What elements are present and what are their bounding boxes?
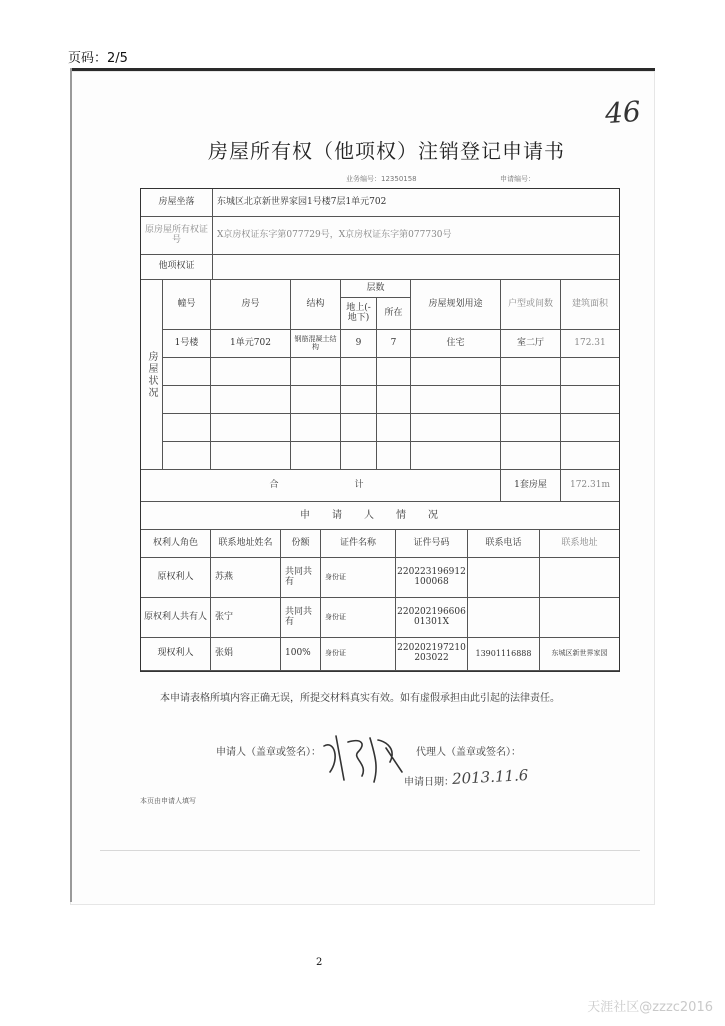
hdr-role: 权利人角色 <box>141 530 211 558</box>
applicant-role: 原权利人 <box>141 558 211 598</box>
applicant-address <box>540 598 619 638</box>
hdr-area: 建筑面积 <box>561 280 619 330</box>
applicant-share: 100% <box>281 638 321 671</box>
applicant-phone <box>468 598 540 638</box>
applicant-id-type: 身份证 <box>321 638 396 671</box>
row-floors-at: 7 <box>377 330 411 358</box>
applicant-sign-label: 申请人（盖章或签名）： <box>216 747 321 758</box>
empty-cell <box>291 358 341 386</box>
empty-cell <box>411 442 501 470</box>
total-label: 合 计 <box>141 470 501 502</box>
scan-edge <box>70 68 72 902</box>
hdr-room: 房号 <box>211 280 291 330</box>
empty-cell <box>501 358 561 386</box>
empty-cell <box>561 358 619 386</box>
applicant-id-no: 220202197210203022 <box>396 638 468 671</box>
signature-scribble <box>318 728 408 788</box>
applicant-id-type: 身份证 <box>321 598 396 638</box>
cert-label: 原房屋所有权证号 <box>141 217 213 255</box>
empty-cell <box>211 386 291 414</box>
empty-cell <box>561 442 619 470</box>
empty-cell <box>411 386 501 414</box>
date-label: 申请日期： <box>404 777 454 788</box>
empty-cell <box>411 358 501 386</box>
handwritten-number: 46 <box>603 94 642 131</box>
location-value: 东城区北京新世界家园1号楼7层1单元702 <box>213 189 619 217</box>
statement-text: 本申请表格所填内容正确无误，所提交材料真实有效。如有虚假承担由此引起的法律责任。 <box>160 693 560 704</box>
hdr-floors-total: 地上(-地下) <box>341 298 377 330</box>
hdr-building: 幢号 <box>163 280 211 330</box>
empty-cell <box>291 414 341 442</box>
empty-cell <box>341 414 377 442</box>
row-room: 1单元702 <box>211 330 291 358</box>
status-side-label: 房屋状况 <box>141 280 163 470</box>
applicant-role: 原权利人共有人 <box>141 598 211 638</box>
empty-cell <box>377 442 411 470</box>
empty-cell <box>291 386 341 414</box>
applicant-id-type: 身份证 <box>321 558 396 598</box>
cert-value: X京房权证东字第077729号，X京房权证东字第077730号 <box>213 217 619 255</box>
applicant-role: 现权利人 <box>141 638 211 671</box>
applicant-name: 苏燕 <box>211 558 281 598</box>
watermark: 天涯社区@zzzc2016 <box>587 1000 713 1015</box>
total-area: 172.31m <box>561 470 619 502</box>
applicant-address: 东城区新世界家园 <box>540 638 619 671</box>
empty-cell <box>211 358 291 386</box>
empty-cell <box>411 414 501 442</box>
apply-number: 申请编号： <box>500 175 535 183</box>
hdr-share: 份额 <box>281 530 321 558</box>
page-label: 页码：2/5 <box>68 51 128 66</box>
applicant-section-title: 申请人情况 <box>141 502 619 530</box>
empty-cell <box>501 442 561 470</box>
applicant-id-no: 220223196912100068 <box>396 558 468 598</box>
applicant-phone <box>468 558 540 598</box>
hdr-id-type: 证件名称 <box>321 530 396 558</box>
row-structure: 钢筋混凝土结构 <box>291 330 341 358</box>
empty-cell <box>341 442 377 470</box>
hdr-id-no: 证件号码 <box>396 530 468 558</box>
hdr-floors-at: 所在 <box>377 298 411 330</box>
applicant-id-no: 22020219660601301X <box>396 598 468 638</box>
row-building: 1号楼 <box>163 330 211 358</box>
document-title: 房屋所有权（他项权）注销登记申请书 <box>208 139 565 163</box>
applicant-name: 张娟 <box>211 638 281 671</box>
hdr-layout: 户型或间数 <box>501 280 561 330</box>
empty-cell <box>163 442 211 470</box>
applicant-phone: 13901116888 <box>468 638 540 671</box>
empty-cell <box>341 386 377 414</box>
other-right-label: 他项权证 <box>141 255 213 280</box>
location-label: 房屋坐落 <box>141 189 213 217</box>
empty-cell <box>341 358 377 386</box>
application-form <box>140 188 620 672</box>
scan-shadow-line <box>100 850 640 851</box>
empty-cell <box>211 442 291 470</box>
empty-cell <box>377 414 411 442</box>
empty-cell <box>561 386 619 414</box>
hdr-use: 房屋规划用途 <box>411 280 501 330</box>
hdr-address: 联系地址 <box>540 530 619 558</box>
footnote: 本页由申请人填写 <box>140 797 196 805</box>
empty-cell <box>501 414 561 442</box>
hdr-floors: 层数 <box>341 280 411 298</box>
page-number: 2 <box>316 957 323 968</box>
business-number: 业务编号：12350158 <box>346 175 417 183</box>
empty-cell <box>377 386 411 414</box>
empty-cell <box>163 414 211 442</box>
agent-sign-label: 代理人（盖章或签名）： <box>416 747 521 758</box>
applicant-share: 共同共有 <box>281 598 321 638</box>
row-floors-total: 9 <box>341 330 377 358</box>
empty-cell <box>501 386 561 414</box>
empty-cell <box>163 358 211 386</box>
empty-cell <box>377 358 411 386</box>
hdr-phone: 联系电话 <box>468 530 540 558</box>
hdr-name: 联系地址姓名 <box>211 530 281 558</box>
other-right-value <box>213 255 619 280</box>
row-layout: 室二厅 <box>501 330 561 358</box>
applicant-address <box>540 558 619 598</box>
empty-cell <box>291 442 341 470</box>
applicant-share: 共同共有 <box>281 558 321 598</box>
empty-cell <box>163 386 211 414</box>
empty-cell <box>561 414 619 442</box>
row-use: 住宅 <box>411 330 501 358</box>
row-area: 172.31 <box>561 330 619 358</box>
empty-cell <box>211 414 291 442</box>
applicant-name: 张宁 <box>211 598 281 638</box>
total-count: 1套房屋 <box>501 470 561 502</box>
hdr-structure: 结构 <box>291 280 341 330</box>
date-handwritten: 2013.11.6 <box>451 766 529 788</box>
